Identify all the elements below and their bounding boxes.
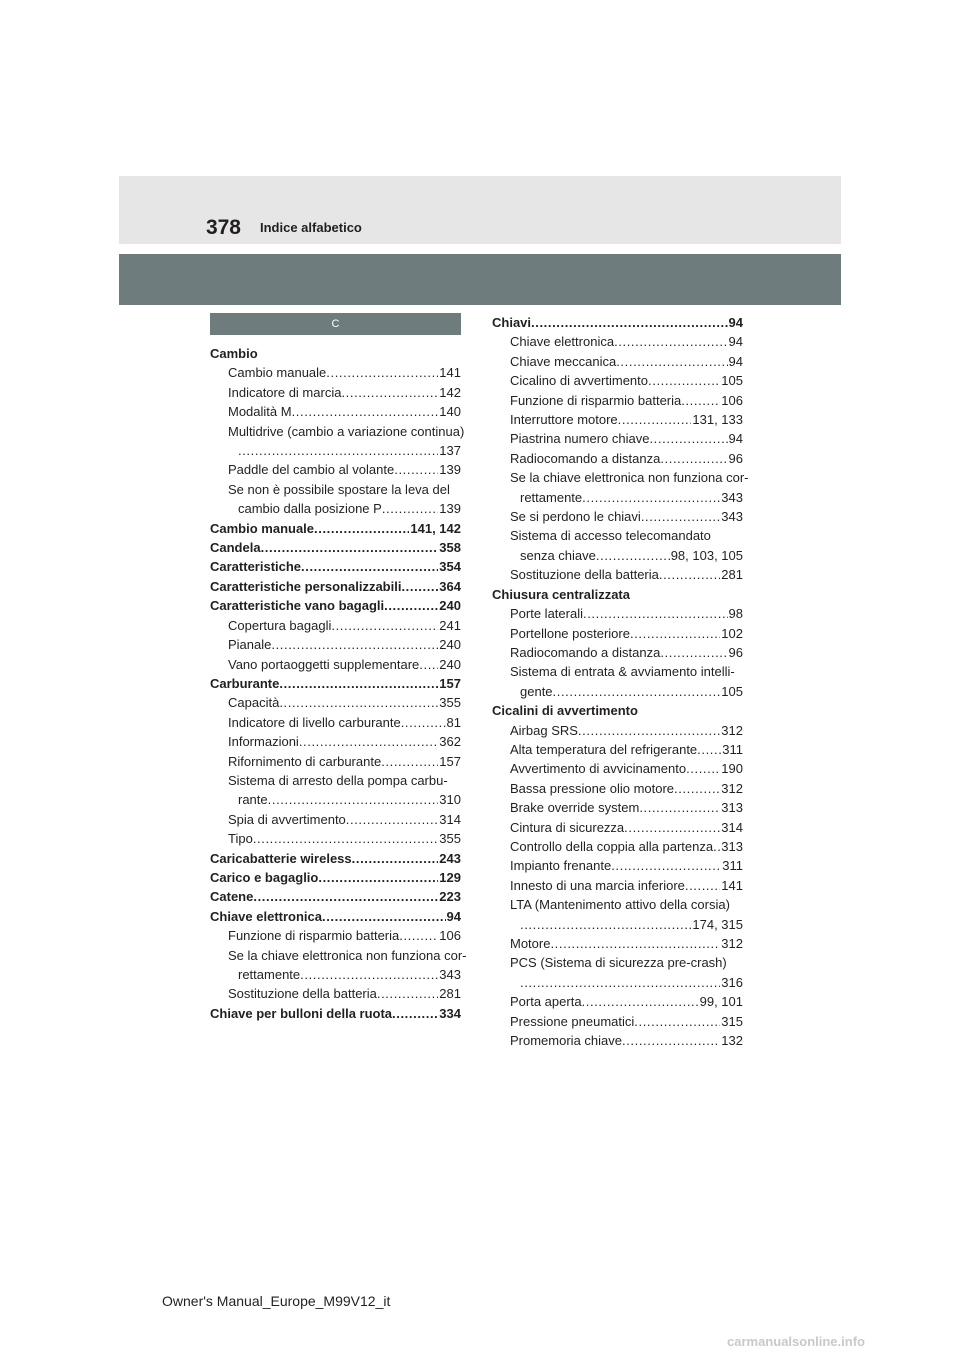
- index-entry: [492, 604, 743, 623]
- index-entry-label: Cicalini di avvertimento: [492, 703, 638, 719]
- index-entry-page: 343: [721, 489, 743, 505]
- index-entry: [210, 946, 467, 965]
- dot-leader: [634, 1012, 720, 1031]
- index-entry: [492, 352, 743, 371]
- index-entry: [492, 856, 743, 875]
- index-entry-page: 334: [439, 1005, 461, 1021]
- index-entry-page: 94: [728, 353, 743, 369]
- dot-leader: [630, 624, 720, 643]
- index-entry: [210, 984, 461, 1003]
- index-entry-label: Bassa pressione olio motore: [510, 780, 675, 796]
- index-entry-label: Interruttore motore: [510, 412, 618, 428]
- dot-leader: [531, 313, 728, 332]
- dot-leader: [384, 596, 438, 615]
- dot-leader: [399, 926, 438, 945]
- index-entry-page: 106: [721, 392, 743, 408]
- index-entry-page: 313: [721, 838, 743, 854]
- index-entry: [210, 577, 461, 596]
- index-entry-page: 240: [439, 598, 461, 614]
- index-entry-page: 355: [439, 831, 461, 847]
- index-entry-label: Caricabatterie wireless: [210, 850, 352, 866]
- dot-leader: [382, 499, 438, 518]
- index-entry: [210, 363, 461, 382]
- dot-leader: [253, 829, 438, 848]
- index-entry: [492, 468, 749, 487]
- index-entry-page: 99, 101: [699, 994, 743, 1010]
- index-entry-label: cambio dalla posizione P: [238, 501, 382, 517]
- dot-leader: [520, 915, 691, 934]
- index-entry-label: Spia di avvertimento: [228, 811, 346, 827]
- index-entry-page: 105: [721, 683, 743, 699]
- index-entry-page: 139: [439, 462, 461, 478]
- index-entry: [492, 332, 743, 351]
- index-entry-label: Chiavi: [492, 315, 532, 330]
- index-entry-page: 364: [439, 578, 461, 594]
- index-entry-page: 311: [722, 741, 743, 757]
- index-entry-label: Funzione di risparmio batteria: [510, 392, 682, 408]
- dot-leader: [279, 693, 438, 712]
- index-entry: [210, 790, 461, 809]
- index-entry-page: 142: [439, 384, 461, 400]
- index-entry: [210, 732, 461, 751]
- index-entry-label: Caratteristiche vano bagagli: [210, 598, 385, 614]
- index-entry-page: 240: [439, 656, 461, 672]
- index-entry-label: rettamente: [238, 967, 301, 982]
- index-entry-page: 157: [439, 675, 461, 691]
- index-entry: [210, 868, 461, 887]
- index-entry: [492, 992, 743, 1011]
- index-entry-label: Pianale: [228, 637, 272, 653]
- index-entry: [210, 519, 461, 538]
- index-entry-page: 157: [439, 753, 461, 769]
- index-entry: [210, 849, 461, 868]
- dot-leader: [238, 441, 438, 460]
- dot-leader: [660, 643, 727, 662]
- index-entry: [492, 934, 743, 953]
- index-entry-label: Cicalino di avvertimento: [510, 373, 649, 389]
- index-entry: [210, 402, 461, 421]
- index-entry-label: Cintura di sicurezza: [510, 819, 625, 835]
- index-entry: [210, 926, 461, 945]
- index-entry-page: 358: [439, 540, 461, 556]
- index-entry-page: 106: [439, 928, 461, 944]
- dot-leader: [292, 402, 439, 421]
- index-entry: [210, 674, 461, 693]
- index-entry: [492, 429, 743, 448]
- index-entry-page: 190: [721, 761, 743, 777]
- index-entry-page: 94: [728, 315, 743, 330]
- index-entry-label: Capacità: [228, 695, 280, 711]
- dot-leader: [648, 371, 720, 390]
- index-entry-label: Caratteristiche personalizzabili: [210, 578, 402, 594]
- manual-id-footer: Owner's Manual_Europe_M99V12_it: [162, 1293, 391, 1309]
- index-entry-label: Sistema di arresto della pompa carbu-: [228, 772, 448, 788]
- index-entry: [492, 701, 743, 720]
- index-entry-page: 281: [721, 567, 743, 583]
- index-entry: [492, 507, 743, 526]
- index-entry-page: 132: [721, 1033, 743, 1049]
- index-entry-label: Cambio manuale: [210, 520, 315, 536]
- index-entry-page: 313: [721, 800, 743, 816]
- index-entry: [210, 887, 461, 906]
- index-entry-page: 141: [439, 365, 461, 381]
- index-entry-page: 312: [721, 936, 743, 951]
- index-entry: [492, 410, 743, 429]
- dot-leader: [641, 507, 720, 526]
- index-entry-label: Paddle del cambio al volante: [228, 462, 395, 478]
- dot-leader: [346, 810, 439, 829]
- index-entry: [492, 1031, 743, 1050]
- index-entry: [492, 973, 743, 992]
- index-entry: [492, 876, 743, 895]
- running-title: Indice alfabetico: [260, 220, 362, 235]
- index-entry: [492, 1012, 743, 1031]
- index-entry: [210, 771, 461, 790]
- dot-leader: [624, 818, 720, 837]
- index-entry-page: 354: [439, 559, 461, 575]
- dot-leader: [697, 740, 721, 759]
- index-entry-label: Multidrive (cambio a variazione continua): [228, 423, 465, 439]
- index-entry-label: Avvertimento di avvicinamento: [510, 761, 687, 777]
- index-entry-page: 174, 315: [692, 916, 743, 932]
- dot-leader: [553, 682, 721, 701]
- dot-leader: [381, 752, 438, 771]
- index-entry: [492, 740, 743, 759]
- index-entry-label: Modalità M: [228, 404, 292, 420]
- dot-leader: [520, 973, 720, 992]
- index-entry-label: Carico e bagaglio: [210, 869, 319, 885]
- dot-leader: [271, 635, 438, 654]
- index-entry: [210, 383, 461, 402]
- dot-leader: [616, 352, 727, 371]
- index-entry-label: Chiave elettronica: [210, 908, 322, 924]
- index-entry-label: LTA (Mantenimento attivo della corsia): [510, 897, 730, 913]
- index-entry-label: Motore: [510, 936, 551, 951]
- index-entry: [210, 655, 461, 674]
- section-letter-bar: C: [210, 313, 461, 335]
- index-entry: [492, 526, 743, 545]
- dot-leader: [419, 655, 438, 674]
- index-entry-label: Caratteristiche: [210, 559, 302, 575]
- index-entry: [210, 752, 461, 771]
- dot-leader: [394, 460, 438, 479]
- index-entry: [210, 557, 461, 576]
- index-entry: [492, 624, 743, 643]
- index-entry-page: 131, 133: [692, 412, 743, 428]
- index-entry-label: rante: [238, 792, 268, 808]
- dot-leader: [318, 868, 438, 887]
- index-entry: [492, 662, 743, 681]
- dot-leader: [352, 849, 439, 868]
- index-entry: [492, 391, 743, 410]
- index-entry-label: gente: [520, 683, 553, 699]
- index-entry-label: Chiusura centralizzata: [492, 586, 630, 602]
- index-entry: [210, 907, 461, 926]
- index-entry-label: Brake override system: [510, 800, 640, 816]
- dot-leader: [322, 907, 446, 926]
- index-entry-label: Airbag SRS: [510, 722, 578, 738]
- index-entry-page: 314: [721, 819, 743, 835]
- index-entry-label: rettamente: [520, 489, 583, 505]
- index-entry-label: Se la chiave elettronica non funziona cor-: [510, 470, 749, 486]
- index-entry-page: 94: [728, 431, 743, 447]
- index-entry-page: 96: [728, 450, 743, 466]
- index-entry: [210, 616, 461, 635]
- index-entry-label: Indicatore di livello carburante: [228, 714, 401, 730]
- index-entry-page: 137: [439, 443, 461, 459]
- index-entry-label: Copertura bagagli: [228, 617, 332, 633]
- index-entry-page: 102: [721, 625, 743, 641]
- dot-leader: [622, 1031, 720, 1050]
- index-entry-label: Se non è possibile spostare la leva del: [228, 481, 450, 497]
- index-entry-page: 312: [721, 722, 743, 738]
- index-entry-label: Sostituzione della batteria: [228, 986, 377, 1002]
- index-entry: [492, 313, 743, 332]
- dot-leader: [578, 721, 720, 740]
- index-entry-page: 141, 142: [410, 520, 461, 536]
- index-entry: [492, 488, 743, 507]
- index-entry: [210, 538, 461, 557]
- index-entry-label: Se si perdono le chiavi: [510, 509, 641, 525]
- right-entries-list: [492, 313, 749, 1050]
- index-entry-label: Rifornimento di carburante: [228, 753, 382, 769]
- index-entry-page: 98, 103, 105: [670, 547, 743, 563]
- left-entries-list: [210, 344, 467, 1023]
- index-entry: [492, 449, 743, 468]
- index-entry: [210, 480, 461, 499]
- dot-leader: [268, 790, 439, 809]
- index-entry: [492, 682, 743, 701]
- index-entry: [492, 721, 743, 740]
- dot-leader: [253, 887, 438, 906]
- index-entry-label: Controllo della coppia alla partenza: [510, 838, 714, 854]
- index-entry: [492, 779, 743, 798]
- index-entry-label: Indicatore di marcia: [228, 384, 342, 400]
- index-column-left: [210, 313, 467, 1023]
- index-entry-page: 81: [446, 714, 461, 730]
- dot-leader: [300, 965, 438, 984]
- index-entry-page: 314: [439, 811, 461, 827]
- dot-leader: [326, 363, 438, 382]
- dot-leader: [611, 856, 721, 875]
- dot-leader: [674, 779, 720, 798]
- index-entry: [492, 759, 743, 778]
- index-entry: [492, 565, 743, 584]
- index-entry: [210, 693, 461, 712]
- index-entry-page: 343: [721, 509, 743, 525]
- index-entry-page: 94: [446, 908, 461, 924]
- dot-leader: [596, 546, 670, 565]
- dot-leader: [279, 674, 438, 693]
- dot-leader: [582, 488, 720, 507]
- dot-leader: [659, 565, 720, 584]
- index-entry-page: 243: [439, 850, 461, 866]
- dot-leader: [582, 992, 699, 1011]
- index-entry-label: Alta temperatura del refrigerante: [510, 741, 698, 757]
- index-entry-label: Sistema di accesso telecomandato: [510, 528, 711, 544]
- index-entry-page: 241: [439, 617, 461, 633]
- index-entry-label: PCS (Sistema di sicurezza pre-crash): [510, 955, 727, 971]
- index-entry-page: 98: [728, 606, 743, 622]
- index-entry: [210, 635, 461, 654]
- page-number: 378: [205, 216, 241, 239]
- index-entry: [210, 441, 461, 460]
- index-entry-label: Radiocomando a distanza: [510, 644, 661, 660]
- index-entry-page: 223: [439, 889, 461, 905]
- index-entry-label: Catene: [210, 889, 254, 905]
- index-entry-label: Carburante: [210, 675, 280, 691]
- index-entry: [492, 585, 743, 604]
- dot-leader: [301, 557, 438, 576]
- index-entry-page: 139: [439, 501, 461, 517]
- index-entry-label: Funzione di risparmio batteria: [228, 928, 400, 944]
- index-entry-label: Porta aperta: [510, 994, 582, 1010]
- index-entry-page: 362: [439, 734, 461, 750]
- header-dark-band: [119, 254, 841, 305]
- dot-leader: [649, 429, 727, 448]
- index-entry: [492, 818, 743, 837]
- index-entry: [492, 953, 743, 972]
- index-entry-label: Impianto frenante: [510, 858, 612, 874]
- index-entry-label: Chiave elettronica: [510, 334, 615, 350]
- dot-leader: [614, 332, 727, 351]
- index-entry-label: Sistema di entrata & avviamento intelli-: [510, 664, 735, 680]
- index-entry-page: 129: [439, 869, 461, 885]
- dot-leader: [660, 449, 727, 468]
- index-entry-page: 355: [439, 695, 461, 711]
- dot-leader: [685, 876, 720, 895]
- index-entry-label: Radiocomando a distanza: [510, 450, 661, 466]
- index-entry: [492, 837, 743, 856]
- index-entry-label: senza chiave: [520, 547, 596, 563]
- index-entry-label: Pressione pneumatici: [510, 1013, 635, 1029]
- index-entry: [210, 344, 461, 363]
- index-entry-label: Cambio: [210, 346, 258, 361]
- index-entry-page: 141: [721, 877, 743, 893]
- dot-leader: [261, 538, 439, 557]
- index-entry-page: 311: [722, 858, 743, 874]
- dot-leader: [331, 616, 438, 635]
- index-entry-label: Porte laterali: [510, 606, 583, 622]
- index-entry-page: 94: [728, 334, 743, 350]
- dot-leader: [583, 604, 728, 623]
- dot-leader: [713, 837, 720, 856]
- index-entry: [492, 915, 743, 934]
- index-entry-label: Candela: [210, 540, 261, 556]
- dot-leader: [401, 577, 438, 596]
- index-column-right: [492, 313, 749, 1050]
- index-entry: [210, 810, 461, 829]
- index-entry-label: Chiave meccanica: [510, 353, 617, 369]
- index-entry-label: Promemoria chiave: [510, 1033, 622, 1049]
- index-entry: [492, 371, 743, 390]
- dot-leader: [377, 984, 438, 1003]
- index-entry-page: 140: [439, 404, 461, 420]
- index-entry-label: Sostituzione della batteria: [510, 567, 659, 583]
- index-entry-label: Se la chiave elettronica non funziona cor-: [228, 947, 467, 963]
- dot-leader: [401, 713, 446, 732]
- index-entry: [492, 895, 743, 914]
- index-entry: [210, 1004, 461, 1023]
- index-entry-page: 343: [439, 967, 461, 982]
- dot-leader: [299, 732, 438, 751]
- dot-leader: [392, 1004, 438, 1023]
- dot-leader: [686, 759, 720, 778]
- index-entry: [210, 460, 461, 479]
- dot-leader: [618, 410, 692, 429]
- index-entry-page: 281: [439, 986, 461, 1002]
- index-entry-label: Cambio manuale: [228, 365, 327, 381]
- index-entry-label: Chiave per bulloni della ruota: [210, 1005, 393, 1021]
- dot-leader: [550, 934, 720, 953]
- dot-leader: [341, 383, 438, 402]
- index-entry-label: Portellone posteriore: [510, 625, 630, 641]
- index-entry: [492, 546, 743, 565]
- index-entry-label: Piastrina numero chiave: [510, 431, 650, 447]
- index-entry: [210, 829, 461, 848]
- index-entry: [210, 965, 461, 984]
- index-entry-page: 96: [728, 644, 743, 660]
- index-entry-label: Innesto di una marcia inferiore: [510, 877, 685, 893]
- index-entry-page: 105: [721, 373, 743, 389]
- dot-leader: [639, 798, 720, 817]
- index-entry: [492, 643, 743, 662]
- index-entry-page: 315: [721, 1013, 743, 1029]
- index-entry: [492, 798, 743, 817]
- index-entry-page: 310: [439, 792, 461, 808]
- index-entry-label: Tipo: [228, 831, 253, 847]
- dot-leader: [314, 519, 409, 538]
- index-entry-label: Vano portaoggetti supplementare: [228, 656, 420, 672]
- index-entry-page: 316: [721, 974, 743, 990]
- index-entry: [210, 422, 465, 441]
- index-entry: [210, 713, 461, 732]
- index-entry-label: Informazioni: [228, 734, 299, 750]
- watermark: carmanualsonline.info: [727, 1334, 865, 1349]
- dot-leader: [681, 391, 720, 410]
- index-entry: [210, 499, 461, 518]
- index-entry-page: 240: [439, 637, 461, 653]
- index-entry-page: 312: [721, 780, 743, 796]
- index-entry: [210, 596, 461, 615]
